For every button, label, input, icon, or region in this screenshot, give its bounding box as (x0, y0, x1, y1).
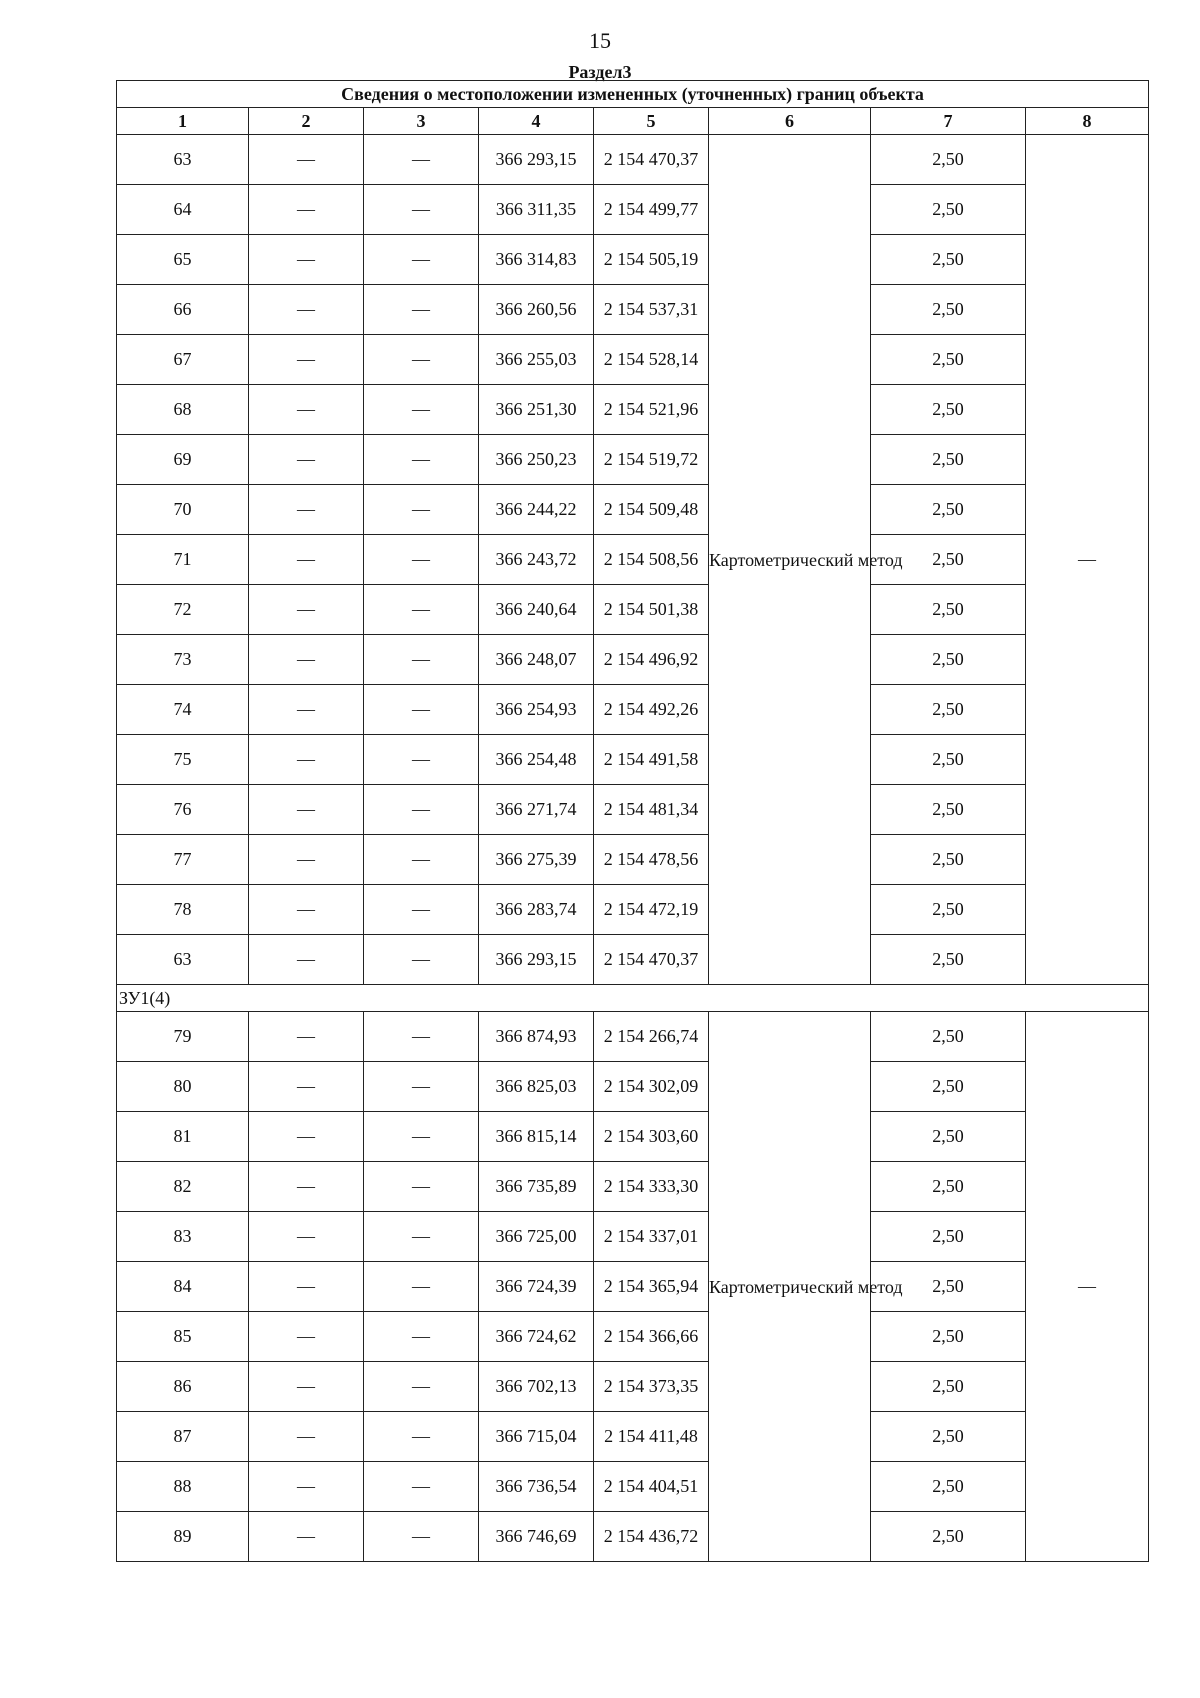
x-coordinate-cell: 366 243,72 (479, 535, 594, 585)
point-number-cell: 80 (117, 1062, 249, 1112)
table-row (117, 685, 1149, 735)
dash-cell: — (364, 435, 479, 485)
x-coordinate-cell: 366 874,93 (479, 1012, 594, 1062)
accuracy-cell: 2,50 (871, 1312, 1026, 1362)
dash-cell: — (249, 1412, 364, 1462)
accuracy-cell: 2,50 (871, 685, 1026, 735)
dash-cell: — (249, 885, 364, 935)
y-coordinate-cell: 2 154 333,30 (594, 1162, 709, 1212)
accuracy-cell: 2,50 (871, 435, 1026, 485)
dash-cell: — (249, 1262, 364, 1312)
dash-cell: — (249, 635, 364, 685)
dash-cell: — (249, 335, 364, 385)
x-coordinate-cell: 366 746,69 (479, 1512, 594, 1562)
point-number-cell: 83 (117, 1212, 249, 1262)
point-number-cell: 84 (117, 1262, 249, 1312)
point-number-cell: 72 (117, 585, 249, 635)
page-number: 15 (589, 28, 611, 53)
x-coordinate-cell: 366 736,54 (479, 1462, 594, 1512)
point-number-cell: 86 (117, 1362, 249, 1412)
dash-cell: — (249, 1462, 364, 1512)
note-cell: — (1026, 135, 1149, 985)
dash-cell: — (364, 685, 479, 735)
dash-cell: — (364, 185, 479, 235)
accuracy-cell: 2,50 (871, 235, 1026, 285)
point-number-cell: 89 (117, 1512, 249, 1562)
x-coordinate-cell: 366 293,15 (479, 935, 594, 985)
table-row (117, 1312, 1149, 1362)
accuracy-cell: 2,50 (871, 1462, 1026, 1512)
method-cell: Картометрический метод (709, 135, 871, 985)
column-number: 7 (871, 108, 1026, 135)
point-number-cell: 63 (117, 935, 249, 985)
dash-cell: — (364, 1512, 479, 1562)
dash-cell: — (364, 1412, 479, 1462)
point-number-cell: 63 (117, 135, 249, 185)
table-row (117, 335, 1149, 385)
dash-cell: — (364, 635, 479, 685)
y-coordinate-cell: 2 154 499,77 (594, 185, 709, 235)
table-row (117, 285, 1149, 335)
dash-cell: — (364, 1162, 479, 1212)
column-number: 6 (709, 108, 871, 135)
y-coordinate-cell: 2 154 303,60 (594, 1112, 709, 1162)
dash-cell: — (249, 685, 364, 735)
point-number-cell: 73 (117, 635, 249, 685)
accuracy-cell: 2,50 (871, 185, 1026, 235)
dash-cell: — (364, 135, 479, 185)
point-number-cell: 79 (117, 1012, 249, 1062)
accuracy-cell: 2,50 (871, 1262, 1026, 1312)
coordinates-table (116, 80, 1149, 1562)
table-row (117, 185, 1149, 235)
accuracy-cell: 2,50 (871, 635, 1026, 685)
table-row (117, 1412, 1149, 1462)
table-row (117, 135, 1149, 185)
y-coordinate-cell: 2 154 266,74 (594, 1012, 709, 1062)
dash-cell: — (364, 885, 479, 935)
x-coordinate-cell: 366 724,62 (479, 1312, 594, 1362)
table-row (117, 585, 1149, 635)
y-coordinate-cell: 2 154 519,72 (594, 435, 709, 485)
y-coordinate-cell: 2 154 478,56 (594, 835, 709, 885)
dash-cell: — (364, 785, 479, 835)
accuracy-cell: 2,50 (871, 1012, 1026, 1062)
x-coordinate-cell: 366 311,35 (479, 185, 594, 235)
accuracy-cell: 2,50 (871, 885, 1026, 935)
x-coordinate-cell: 366 271,74 (479, 785, 594, 835)
x-coordinate-cell: 366 254,93 (479, 685, 594, 735)
dash-cell: — (249, 1062, 364, 1112)
dash-cell: — (249, 1312, 364, 1362)
note-cell: — (1026, 1012, 1149, 1562)
dash-cell: — (364, 1362, 479, 1412)
point-number-cell: 78 (117, 885, 249, 935)
column-number: 5 (594, 108, 709, 135)
point-number-cell: 67 (117, 335, 249, 385)
dash-cell: — (364, 1112, 479, 1162)
accuracy-cell: 2,50 (871, 1212, 1026, 1262)
dash-cell: — (249, 135, 364, 185)
y-coordinate-cell: 2 154 492,26 (594, 685, 709, 735)
point-number-cell: 82 (117, 1162, 249, 1212)
y-coordinate-cell: 2 154 470,37 (594, 135, 709, 185)
dash-cell: — (364, 535, 479, 585)
dash-cell: — (249, 935, 364, 985)
y-coordinate-cell: 2 154 337,01 (594, 1212, 709, 1262)
column-number: 8 (1026, 108, 1149, 135)
dash-cell: — (364, 1312, 479, 1362)
accuracy-cell: 2,50 (871, 1112, 1026, 1162)
accuracy-cell: 2,50 (871, 585, 1026, 635)
point-number-cell: 70 (117, 485, 249, 535)
method-cell: Картометрический метод (709, 1012, 871, 1562)
dash-cell: — (364, 335, 479, 385)
table-row (117, 1012, 1149, 1062)
dash-cell: — (249, 185, 364, 235)
y-coordinate-cell: 2 154 508,56 (594, 535, 709, 585)
dash-cell: — (364, 385, 479, 435)
dash-cell: — (249, 535, 364, 585)
dash-cell: — (364, 835, 479, 885)
table-row (117, 635, 1149, 685)
table-row (117, 885, 1149, 935)
table-row (117, 1462, 1149, 1512)
point-number-cell: 65 (117, 235, 249, 285)
accuracy-cell: 2,50 (871, 285, 1026, 335)
x-coordinate-cell: 366 244,22 (479, 485, 594, 535)
table-row (117, 535, 1149, 585)
y-coordinate-cell: 2 154 491,58 (594, 735, 709, 785)
x-coordinate-cell: 366 815,14 (479, 1112, 594, 1162)
point-number-cell: 66 (117, 285, 249, 335)
dash-cell: — (249, 485, 364, 535)
y-coordinate-cell: 2 154 365,94 (594, 1262, 709, 1312)
dash-cell: — (249, 385, 364, 435)
accuracy-cell: 2,50 (871, 1362, 1026, 1412)
x-coordinate-cell: 366 314,83 (479, 235, 594, 285)
column-number: 2 (249, 108, 364, 135)
y-coordinate-cell: 2 154 509,48 (594, 485, 709, 535)
point-number-cell: 64 (117, 185, 249, 235)
y-coordinate-cell: 2 154 366,66 (594, 1312, 709, 1362)
table-row (117, 1512, 1149, 1562)
accuracy-cell: 2,50 (871, 335, 1026, 385)
dash-cell: — (249, 1362, 364, 1412)
x-coordinate-cell: 366 825,03 (479, 1062, 594, 1112)
column-number-row (117, 108, 1149, 135)
x-coordinate-cell: 366 724,39 (479, 1262, 594, 1312)
accuracy-cell: 2,50 (871, 935, 1026, 985)
dash-cell: — (249, 1512, 364, 1562)
point-number-cell: 81 (117, 1112, 249, 1162)
dash-cell: — (364, 235, 479, 285)
accuracy-cell: 2,50 (871, 835, 1026, 885)
point-number-cell: 71 (117, 535, 249, 585)
accuracy-cell: 2,50 (871, 385, 1026, 435)
accuracy-cell: 2,50 (871, 485, 1026, 535)
y-coordinate-cell: 2 154 411,48 (594, 1412, 709, 1462)
y-coordinate-cell: 2 154 404,51 (594, 1462, 709, 1512)
x-coordinate-cell: 366 250,23 (479, 435, 594, 485)
x-coordinate-cell: 366 715,04 (479, 1412, 594, 1462)
dash-cell: — (249, 1212, 364, 1262)
y-coordinate-cell: 2 154 481,34 (594, 785, 709, 835)
dash-cell: — (364, 735, 479, 785)
dash-cell: — (364, 1012, 479, 1062)
dash-cell: — (364, 1212, 479, 1262)
column-number: 4 (479, 108, 594, 135)
y-coordinate-cell: 2 154 470,37 (594, 935, 709, 985)
table-row (117, 235, 1149, 285)
accuracy-cell: 2,50 (871, 1512, 1026, 1562)
accuracy-cell: 2,50 (871, 735, 1026, 785)
table-row (117, 1062, 1149, 1112)
dash-cell: — (364, 1062, 479, 1112)
table-row (117, 1162, 1149, 1212)
accuracy-cell: 2,50 (871, 785, 1026, 835)
dash-cell: — (249, 785, 364, 835)
point-number-cell: 87 (117, 1412, 249, 1462)
x-coordinate-cell: 366 251,30 (479, 385, 594, 435)
accuracy-cell: 2,50 (871, 1412, 1026, 1462)
table-row (117, 785, 1149, 835)
table-row (117, 1212, 1149, 1262)
table-row (117, 835, 1149, 885)
y-coordinate-cell: 2 154 501,38 (594, 585, 709, 635)
table-body (117, 135, 1149, 1562)
y-coordinate-cell: 2 154 472,19 (594, 885, 709, 935)
dash-cell: — (249, 1162, 364, 1212)
section-label: Раздел3 (568, 62, 632, 82)
table-row (117, 485, 1149, 535)
dash-cell: — (364, 485, 479, 535)
accuracy-cell: 2,50 (871, 535, 1026, 585)
dash-cell: — (364, 1462, 479, 1512)
dash-cell: — (249, 735, 364, 785)
dash-cell: — (249, 835, 364, 885)
x-coordinate-cell: 366 255,03 (479, 335, 594, 385)
x-coordinate-cell: 366 248,07 (479, 635, 594, 685)
point-number-cell: 74 (117, 685, 249, 735)
point-number-cell: 75 (117, 735, 249, 785)
table-row (117, 735, 1149, 785)
accuracy-cell: 2,50 (871, 135, 1026, 185)
x-coordinate-cell: 366 293,15 (479, 135, 594, 185)
dash-cell: — (364, 285, 479, 335)
dash-cell: — (249, 1112, 364, 1162)
point-number-cell: 77 (117, 835, 249, 885)
point-number-cell: 88 (117, 1462, 249, 1512)
table-row (117, 1112, 1149, 1162)
table-row (117, 385, 1149, 435)
group-label: ЗУ1(4) (117, 985, 1149, 1012)
accuracy-cell: 2,50 (871, 1062, 1026, 1112)
table-row (117, 935, 1149, 985)
dash-cell: — (249, 235, 364, 285)
table-title: Сведения о местоположении измененных (уточненных) границ объекта (117, 81, 1149, 108)
column-number: 3 (364, 108, 479, 135)
y-coordinate-cell: 2 154 528,14 (594, 335, 709, 385)
x-coordinate-cell: 366 240,64 (479, 585, 594, 635)
point-number-cell: 68 (117, 385, 249, 435)
x-coordinate-cell: 366 254,48 (479, 735, 594, 785)
accuracy-cell: 2,50 (871, 1162, 1026, 1212)
x-coordinate-cell: 366 735,89 (479, 1162, 594, 1212)
y-coordinate-cell: 2 154 537,31 (594, 285, 709, 335)
y-coordinate-cell: 2 154 373,35 (594, 1362, 709, 1412)
y-coordinate-cell: 2 154 436,72 (594, 1512, 709, 1562)
x-coordinate-cell: 366 702,13 (479, 1362, 594, 1412)
point-number-cell: 76 (117, 785, 249, 835)
dash-cell: — (249, 285, 364, 335)
dash-cell: — (364, 1262, 479, 1312)
y-coordinate-cell: 2 154 505,19 (594, 235, 709, 285)
y-coordinate-cell: 2 154 521,96 (594, 385, 709, 435)
x-coordinate-cell: 366 260,56 (479, 285, 594, 335)
x-coordinate-cell: 366 275,39 (479, 835, 594, 885)
dash-cell: — (364, 585, 479, 635)
x-coordinate-cell: 366 725,00 (479, 1212, 594, 1262)
y-coordinate-cell: 2 154 302,09 (594, 1062, 709, 1112)
column-number: 1 (117, 108, 249, 135)
y-coordinate-cell: 2 154 496,92 (594, 635, 709, 685)
dash-cell: — (364, 935, 479, 985)
dash-cell: — (249, 1012, 364, 1062)
table-row (117, 1362, 1149, 1412)
point-number-cell: 69 (117, 435, 249, 485)
point-number-cell: 85 (117, 1312, 249, 1362)
dash-cell: — (249, 435, 364, 485)
table-row (117, 435, 1149, 485)
dash-cell: — (249, 585, 364, 635)
x-coordinate-cell: 366 283,74 (479, 885, 594, 935)
group-label-row (117, 985, 1149, 1012)
table-row (117, 1262, 1149, 1312)
